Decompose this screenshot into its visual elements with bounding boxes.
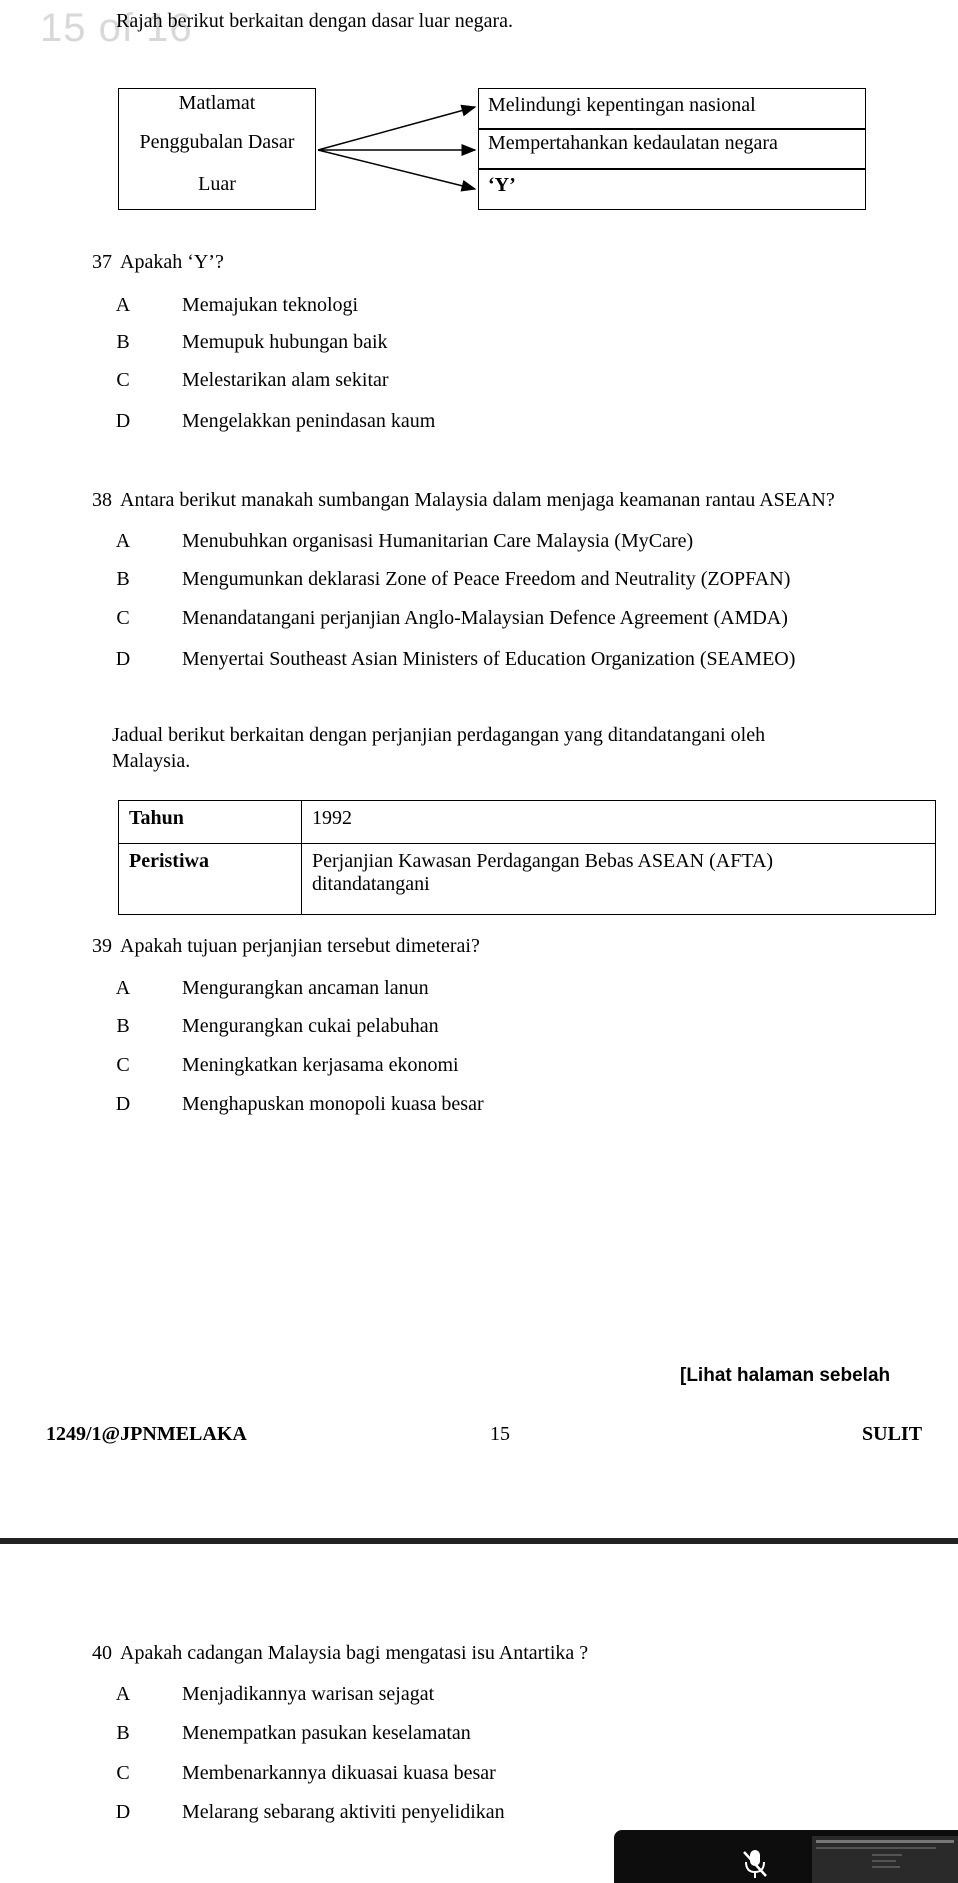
q39-option-d-letter: D <box>115 1093 131 1115</box>
table-label-tahun: Tahun <box>119 801 302 844</box>
see-next-page: [Lihat halaman sebelah <box>680 1365 891 1386</box>
table-value-tahun: 1992 <box>302 801 936 844</box>
q38-option-d: Menyertai Southeast Asian Ministers of Education Organization (SEAMEO) <box>182 648 796 670</box>
video-overlay[interactable] <box>614 1830 958 1883</box>
mic-off-icon[interactable] <box>740 1848 770 1880</box>
q37-option-a-letter: A <box>115 294 131 316</box>
q40-option-c: Membenarkannya dikuasai kuasa besar <box>182 1762 496 1784</box>
q39-option-b-letter: B <box>116 1015 130 1037</box>
q37-option-c: Melestarikan alam sekitar <box>182 369 389 391</box>
q40-option-d: Melarang sebarang aktiviti penyelidikan <box>182 1801 505 1823</box>
table-row <box>119 801 936 844</box>
diagram-left-line-1: Matlamat <box>178 92 256 114</box>
q40-option-a-letter: A <box>115 1683 131 1705</box>
q40-text: Apakah cadangan Malaysia bagi mengatasi isu Antartika ? <box>120 1642 589 1664</box>
footer-status: SULIT <box>862 1423 923 1445</box>
q39-option-a: Mengurangkan ancaman lanun <box>182 977 429 999</box>
q38-option-d-letter: D <box>115 648 131 670</box>
page-divider <box>0 1538 958 1544</box>
diagram-left-line-2: Penggubalan Dasar <box>139 131 295 153</box>
q40-option-b: Menempatkan pasukan keselamatan <box>182 1722 471 1744</box>
q37-option-a: Memajukan teknologi <box>182 294 359 316</box>
table-intro-line-2: Malaysia. <box>112 750 191 772</box>
q38-option-a: Menubuhkan organisasi Humanitarian Care Malaysia (MyCare) <box>182 530 694 552</box>
q40-number: 40 <box>92 1642 112 1664</box>
q37-option-d-letter: D <box>115 410 131 432</box>
q37-option-d: Mengelakkan penindasan kaum <box>182 410 436 432</box>
q37-option-b: Memupuk hubungan baik <box>182 331 388 353</box>
q40-option-a: Menjadikannya warisan sejagat <box>182 1683 435 1705</box>
overlay-preview-thumbnail <box>812 1836 958 1883</box>
q37-number: 37 <box>92 251 112 273</box>
table-label-peristiwa: Peristiwa <box>119 844 302 915</box>
page-indicator: 15 of 16 <box>40 6 193 50</box>
q38-option-c-letter: C <box>116 607 130 629</box>
q38-number: 38 <box>92 489 112 511</box>
diagram-intro: Rajah berikut berkaitan dengan dasar luar negara. <box>116 10 514 32</box>
q39-option-c: Meningkatkan kerjasama ekonomi <box>182 1054 459 1076</box>
q39-option-a-letter: A <box>115 977 131 999</box>
q39-option-d: Menghapuskan monopoli kuasa besar <box>182 1093 484 1115</box>
q38-option-b-letter: B <box>116 568 130 590</box>
q40-option-b-letter: B <box>116 1722 130 1744</box>
diagram-right-item-3: ‘Y’ <box>488 174 516 196</box>
diagram-right-item-1: Melindungi kepentingan nasional <box>488 94 756 116</box>
q38-text: Antara berikut manakah sumbangan Malaysia dalam menjaga keamanan rantau ASEAN? <box>120 489 835 511</box>
q39-number: 39 <box>92 935 112 957</box>
q39-option-b: Mengurangkan cukai pelabuhan <box>182 1015 439 1037</box>
q39-text: Apakah tujuan perjanjian tersebut dimeterai? <box>120 935 480 957</box>
q38-option-a-letter: A <box>115 530 131 552</box>
q40-option-c-letter: C <box>116 1762 130 1784</box>
table-intro-line-1: Jadual berikut berkaitan dengan perjanjian perdagangan yang ditandatangani oleh <box>112 724 766 746</box>
footer-page-number: 15 <box>490 1423 510 1445</box>
q37-option-b-letter: B <box>116 331 130 353</box>
table-value-peristiwa: Perjanjian Kawasan Perdagangan Bebas ASEAN (AFTA) ditandatangani <box>302 844 936 915</box>
q38-option-b: Mengumunkan deklarasi Zone of Peace Freedom and Neutrality (ZOPFAN) <box>182 568 791 590</box>
q37-option-c-letter: C <box>116 369 130 391</box>
afta-table <box>118 800 936 915</box>
diagram-left-line-3: Luar <box>198 173 236 195</box>
arrow-to-item-1 <box>318 107 475 150</box>
table-row <box>119 844 936 915</box>
footer-code: 1249/1@JPNMELAKA <box>46 1423 247 1445</box>
q38-option-c: Menandatangani perjanjian Anglo-Malaysian Defence Agreement (AMDA) <box>182 607 788 629</box>
arrow-to-item-3 <box>318 150 475 189</box>
diagram-right-item-2: Mempertahankan kedaulatan negara <box>488 132 778 154</box>
q39-option-c-letter: C <box>116 1054 130 1076</box>
q37-text: Apakah ‘Y’? <box>120 251 224 273</box>
diagram-arrows <box>0 0 958 260</box>
q40-option-d-letter: D <box>115 1801 131 1823</box>
